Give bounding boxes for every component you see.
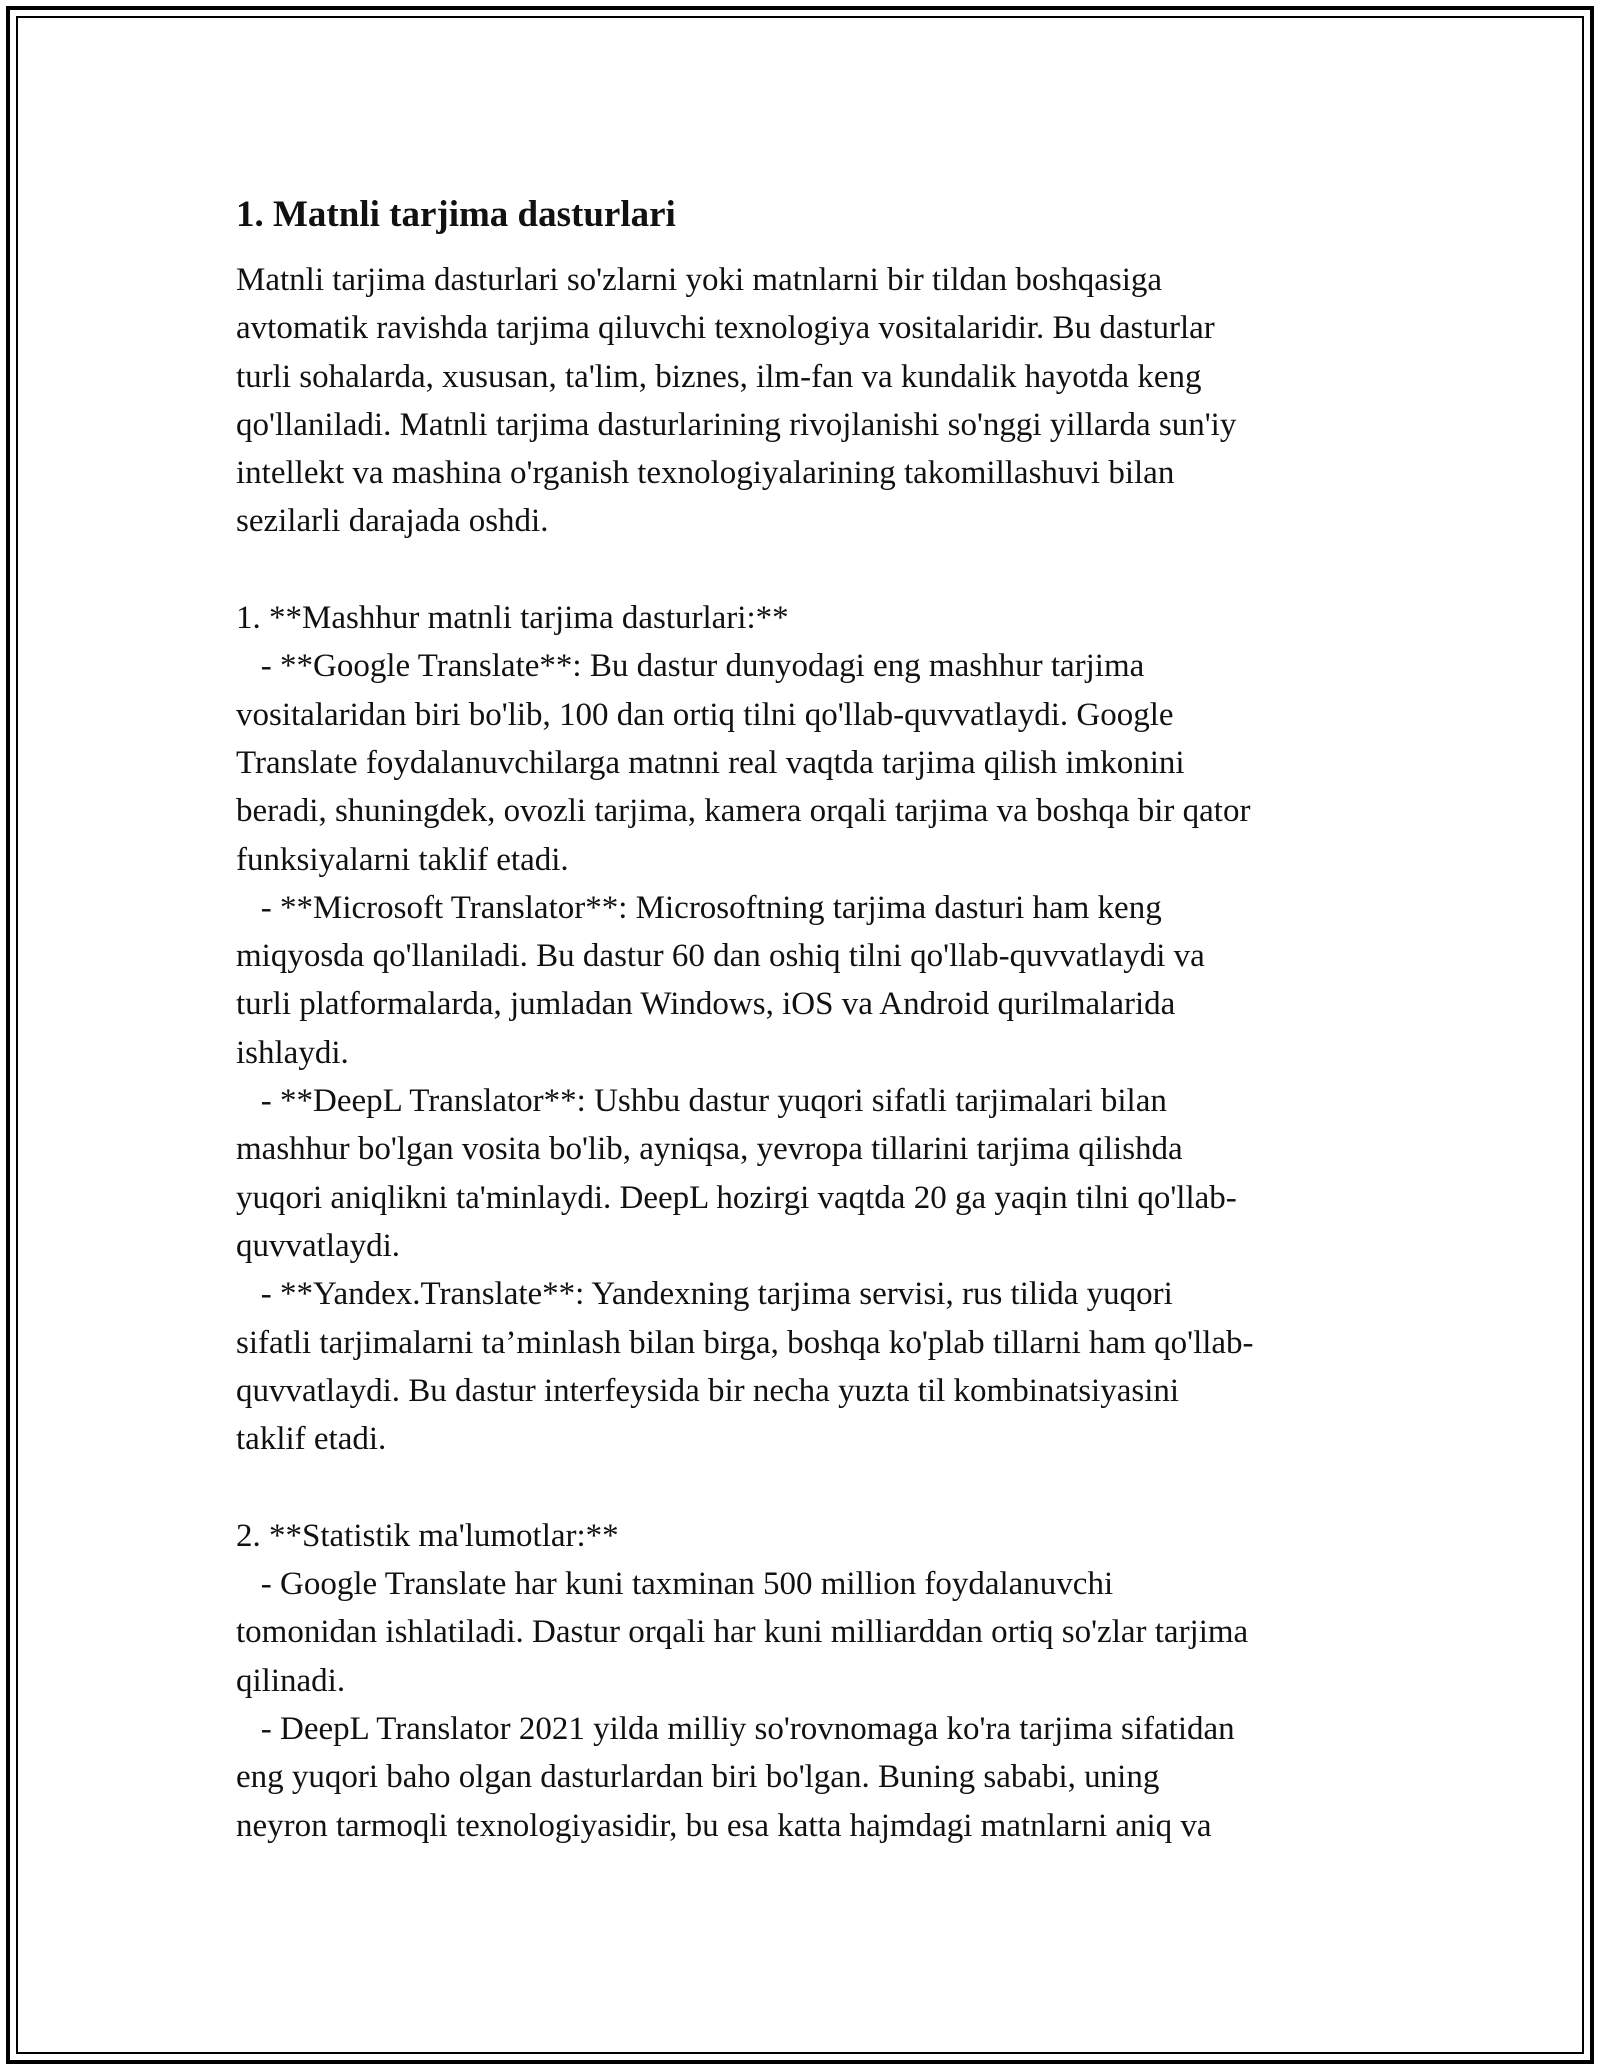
text-line: qilinadi. <box>236 1662 346 1699</box>
text-line: avtomatik ravishda tarjima qiluvchi texnologiya vositalaridir. Bu dasturlar <box>236 310 1215 347</box>
text-line: neyron tarmoqli texnologiyasidir, bu esa katta hajmdagi matnlarni aniq va <box>236 1807 1212 1844</box>
text-line: Matnli tarjima dasturlari so'zlarni yoki matnlarni bir tildan boshqasiga <box>236 262 1163 298</box>
text-line: sezilarli darajada oshdi. <box>236 503 549 540</box>
text-line: turli platformalarda, jumladan Windows, iOS va Android qurilmalarida <box>236 986 1176 1023</box>
text-line: - **DeepL Translator**: Ushbu dastur yuqori sifatli tarjimalari bilan <box>236 1083 1167 1120</box>
document-text <box>236 256 1386 1850</box>
text-line: intellekt va mashina o'rganish texnologiyalarining takomillashuvi bilan <box>236 455 1175 492</box>
text-line: mashhur bo'lgan vosita bo'lib, ayniqsa, yevropa tillarini tarjima qilishda <box>236 1131 1183 1168</box>
text-line: quvvatlaydi. <box>236 1227 401 1264</box>
text-line: qo'llaniladi. Matnli tarjima dasturlarining rivojlanishi so'nggi yillarda sun'iy <box>236 406 1237 443</box>
text-line: - **Microsoft Translator**: Microsoftning tarjima dasturi ham keng <box>236 889 1162 926</box>
text-line: - **Yandex.Translate**: Yandexning tarjima servisi, rus tilida yuqori <box>236 1276 1173 1313</box>
text-line: taklif etadi. <box>236 1421 387 1458</box>
text-line: beradi, shuningdek, ovozli tarjima, kamera orqali tarjima va boshqa bir qator <box>236 793 1251 830</box>
section-heading: 1. Matnli tarjima dasturlari <box>236 194 676 235</box>
text-line: vositalaridan biri bo'lib, 100 dan ortiq tilni qo'llab-quvvatlaydi. Google <box>236 696 1174 733</box>
text-line: Translate foydalanuvchilarga matnni real vaqtda tarjima qilish imkonini <box>236 744 1185 781</box>
text-line: - **Google Translate**: Bu dastur dunyodagi eng mashhur tarjima <box>236 648 1145 685</box>
text-line: quvvatlaydi. Bu dastur interfeysida bir necha yuzta til kombinatsiyasini <box>236 1372 1180 1409</box>
text-line: ishlaydi. <box>236 1034 349 1071</box>
text-line: - DeepL Translator 2021 yilda milliy so'rovnomaga ko'ra tarjima sifatidan <box>236 1710 1235 1747</box>
text-line: tomonidan ishlatiladi. Dastur orqali har kuni milliarddan ortiq so'zlar tarjima <box>236 1614 1249 1651</box>
text-line: 1. **Mashhur matnli tarjima dasturlari:** <box>236 600 789 637</box>
text-line: miqyosda qo'llaniladi. Bu dastur 60 dan oshiq tilni qo'llab-quvvatlaydi va <box>236 938 1205 975</box>
text-line: funksiyalarni taklif etadi. <box>236 841 569 878</box>
text-line <box>236 1463 1386 1511</box>
document-body <box>236 188 1386 1850</box>
text-line: turli sohalarda, xususan, ta'lim, biznes, ilm-fan va kundalik hayotda keng <box>236 358 1202 395</box>
text-line: - Google Translate har kuni taxminan 500 million foydalanuvchi <box>236 1566 1114 1603</box>
text-line: yuqori aniqlikni ta'minlaydi. DeepL hozirgi vaqtda 20 ga yaqin tilni qo'llab- <box>236 1179 1237 1216</box>
text-line <box>236 546 1386 594</box>
text-line: sifatli tarjimalarni ta’minlash bilan birga, boshqa ko'plab tillarni ham qo'llab- <box>236 1324 1254 1361</box>
text-line: 2. **Statistik ma'lumotlar:** <box>236 1517 619 1554</box>
text-line: eng yuqori baho olgan dasturlardan biri bo'lgan. Buning sababi, uning <box>236 1759 1160 1796</box>
